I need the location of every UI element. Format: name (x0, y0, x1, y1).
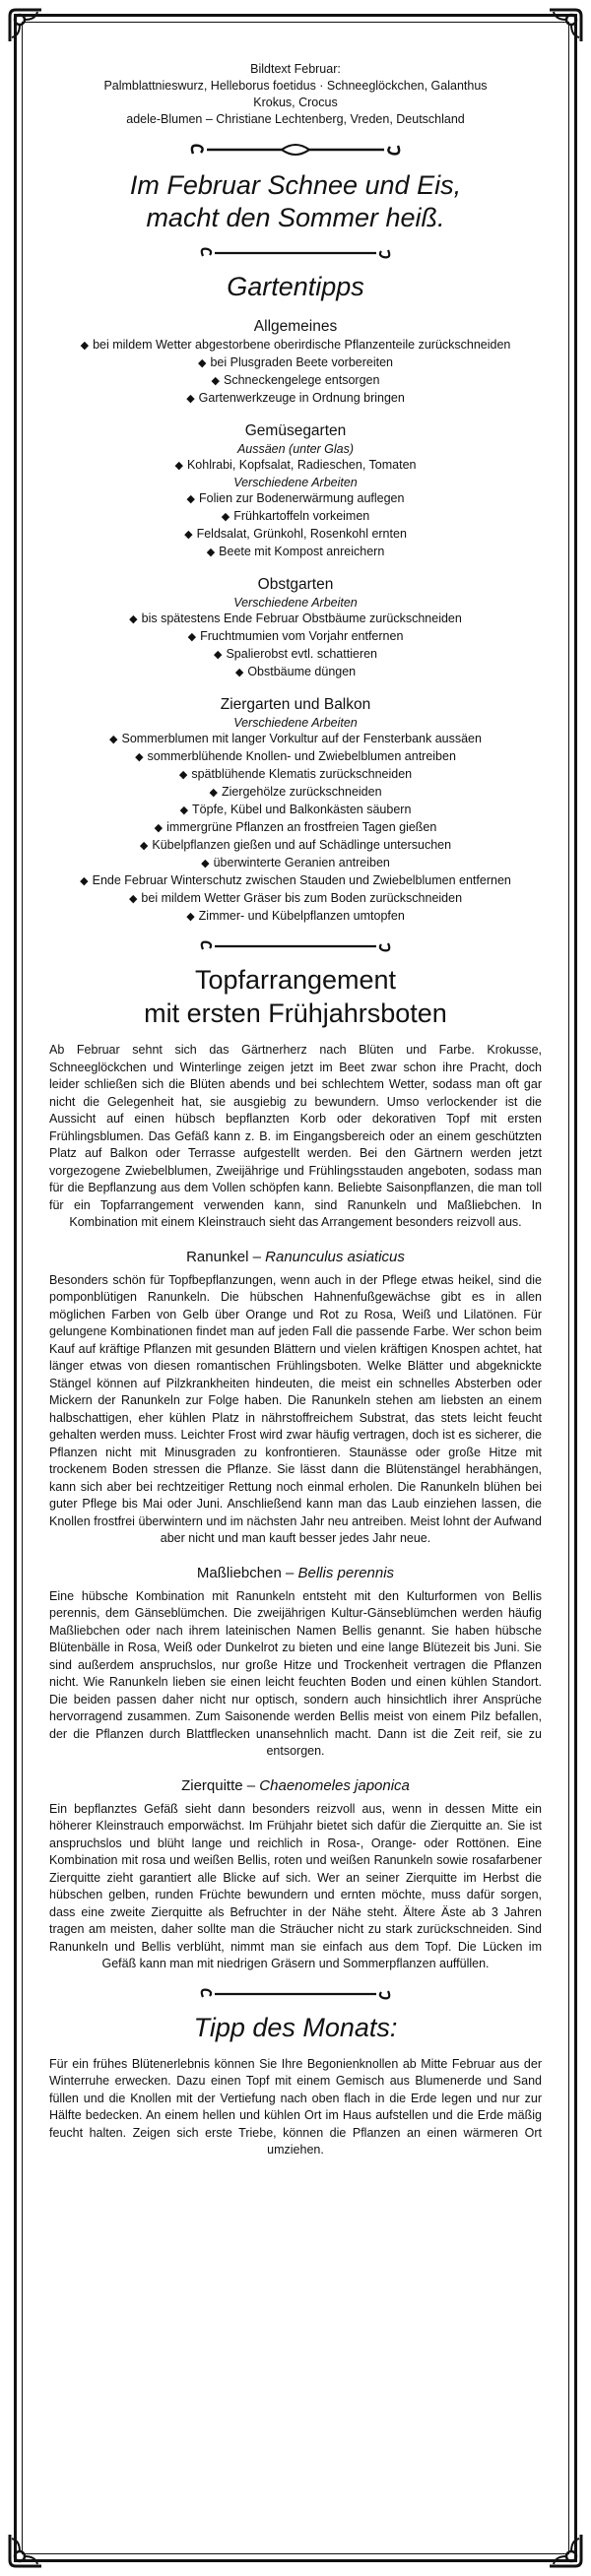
plant-latin-name: Ranunculus asiaticus (265, 1248, 405, 1265)
tip-group-ziergarten (49, 695, 542, 926)
bullet-icon: ◆ (154, 822, 164, 834)
corner-ornament-icon (546, 6, 585, 45)
group-subtitle: Verschiedene Arbeiten (233, 716, 358, 730)
list-item: ◆ Töpfe, Kübel und Balkonkästen säubern (49, 802, 542, 819)
list-item: ◆ Fruchtmumien vom Vorjahr entfernen (49, 628, 542, 646)
group-title: Allgemeines (253, 318, 338, 335)
bullet-icon: ◆ (234, 667, 244, 678)
bullet-icon: ◆ (80, 875, 89, 887)
tip-list (49, 611, 542, 681)
bullet-icon: ◆ (213, 649, 223, 661)
article-title-line: Topfarrangement (194, 965, 397, 995)
list-item: ◆ Frühkartoffeln vorkeimen (49, 508, 542, 526)
tip-list (49, 337, 542, 408)
article-title (49, 963, 542, 1030)
article-intro: Ab Februar sehnt sich das Gärtnerherz nach Blüten und Farbe. Krokusse, Schneeglöckchen und Winterlinge zeigen jetzt im Beet zwar schon ihre Pracht, doch leider schließen sich die Blüten abends und bei schlechtem Wetter, sodass man oft gar nicht die Gelegenheit hat, sie ausgiebig zu bewundern. Umso verlockender ist die Aussicht auf einen hübsch bepflanzten Korb oder dekorativen Topf mit ersten Frühlingsblumen. Das Gefäß kann z. B. im Eingangsbereich oder an einem geschützten Platz auf Balkon oder Terrasse aufgestellt werden. Bei den Gärtnern werden jetzt vorgezogene Zwiebelblumen, Zweijährige und Frühlingsstauden angeboten, sodass man für die Bepflanzung aus dem Vollen schöpfen kann. Beliebte Saisonpflanzen, die man toll für ein Topfarrangement verwenden kann, sind Ranunkeln und Maßliebchen. In Kombination mit einem Kleinstrauch sieht das Arrangement besonders reizvoll aus. (49, 1043, 542, 1229)
group-title: Ziergarten und Balkon (220, 696, 371, 713)
page-content (49, 61, 542, 2159)
list-item: ◆ bei Plusgraden Beete vorbereiten (49, 354, 542, 372)
list-item: ◆ Ende Februar Winterschutz zwischen Stauden und Zwiebelblumen entfernen (49, 872, 542, 890)
image-caption (49, 61, 542, 128)
bullet-icon: ◆ (221, 511, 230, 523)
bullet-icon: ◆ (206, 547, 216, 558)
proverb-line: Im Februar Schnee und Eis, (129, 170, 462, 200)
list-item: ◆ bei mildem Wetter Gräser bis zum Boden zurückschneiden (49, 890, 542, 908)
list-item: ◆ spätblühende Klematis zurückschneiden (49, 766, 542, 784)
tip-list (49, 457, 542, 475)
plant-name: Ranunkel (186, 1248, 249, 1265)
corner-ornament-icon (546, 2531, 585, 2570)
tip-group-obstgarten (49, 575, 542, 681)
bullet-icon: ◆ (209, 787, 218, 799)
bullet-icon: ◆ (179, 805, 189, 816)
list-item: ◆ überwinterte Geranien antreiben (49, 855, 542, 872)
tipp-title: Tipp des Monats: (193, 2012, 398, 2042)
list-item: ◆ bei mildem Wetter abgestorbene oberirdische Pflanzenteile zurückschneiden (49, 337, 542, 354)
bullet-icon: ◆ (139, 840, 149, 852)
corner-ornament-icon (6, 2531, 45, 2570)
list-item: ◆ Spalierobst evtl. schattieren (49, 646, 542, 664)
tip-group-allgemeines (49, 317, 542, 408)
group-title: Obstgarten (257, 576, 334, 593)
plant-section-ranunkel (49, 1248, 542, 1548)
bullet-icon: ◆ (128, 893, 138, 905)
divider-ornament-icon (197, 937, 394, 955)
bullet-icon: ◆ (174, 460, 183, 472)
list-item: ◆ Feldsalat, Grünkohl, Rosenkohl ernten (49, 526, 542, 544)
bullet-icon: ◆ (186, 911, 195, 923)
list-item: ◆ immergrüne Pflanzen an frostfreien Tagen gießen (49, 819, 542, 837)
plant-section-zierquitte (49, 1776, 542, 1973)
plant-section-massliebchen (49, 1564, 542, 1761)
list-item: ◆ Kübelpflanzen gießen und auf Schädlinge untersuchen (49, 837, 542, 855)
bullet-icon: ◆ (186, 493, 195, 505)
group-subtitle: Verschiedene Arbeiten (233, 596, 358, 610)
plant-title: Zierquitte – Chaenomeles japonica (181, 1776, 410, 1794)
bullet-icon: ◆ (109, 734, 118, 745)
tip-list (49, 731, 542, 926)
list-item: ◆ Schneckengelege entsorgen (49, 372, 542, 390)
bullet-icon: ◆ (80, 340, 90, 352)
list-item: ◆ Gartenwerkzeuge in Ordnung bringen (49, 390, 542, 408)
plant-title: Maßliebchen – Bellis perennis (196, 1564, 395, 1581)
bullet-icon: ◆ (135, 751, 144, 763)
tip-list (49, 490, 542, 561)
bullet-icon: ◆ (197, 357, 207, 369)
plant-text: Ein bepflanztes Gefäß sieht dann besonders reizvoll aus, wenn in dessen Mitte ein höherer Kleinstrauch emporwächst. Im Frühjahr bietet sich dafür die Zierquitte an. Sie ist anspruchslos und blüht lange und reichlich in Rosa-, Orange- oder Rottönen. Eine Kombination mit rosa und weißen Bellis, roten und weißen Ranunkeln sowie rosafarbener Zierquitte zieht garantiert alle Blicke auf sich. Wer an seiner Zierquitte im Herbst die hübschen gelben, runden Früchte bewundern und ernten möchte, muss dafür sorgen, dass eine zweite Zierquitte als Befruchter in der Nähe steht. Ältere Äste ab 3 Jahren tragen am meisten, daher sollte man die Sträucher nicht zu stark zurückschneiden. Sind Ranunkeln und Bellis verblüht, nimmt man sie einfach aus dem Topf. Die Lücken im Gefäß kann man mit niedrigen Gräsern und Sommerpflanzen auffüllen. (49, 1801, 542, 1970)
bullet-icon: ◆ (187, 631, 197, 643)
list-item: ◆ sommerblühende Knollen- und Zwiebelblumen antreiben (49, 748, 542, 766)
bullet-icon: ◆ (211, 375, 220, 387)
divider-ornament-icon (197, 244, 394, 262)
caption-line: Bildtext Februar: (250, 62, 341, 76)
weather-proverb (49, 169, 542, 234)
group-title: Gemüsegarten (244, 422, 347, 439)
corner-ornament-icon (6, 6, 45, 45)
list-item: ◆ Beete mit Kompost anreichern (49, 544, 542, 561)
caption-line: Palmblattnieswurz, Helleborus foetidus · Schneeglöckchen, Galanthus (103, 79, 488, 93)
bullet-icon: ◆ (184, 529, 193, 541)
bullet-icon: ◆ (178, 769, 188, 781)
article-title-line: mit ersten Frühjahrsboten (144, 998, 447, 1028)
list-item: ◆ Kohlrabi, Kopfsalat, Radieschen, Tomaten (49, 457, 542, 475)
bullet-icon: ◆ (129, 613, 138, 625)
caption-line: adele-Blumen – Christiane Lechtenberg, Vreden, Deutschland (126, 112, 465, 126)
divider-ornament-icon (197, 1985, 394, 2003)
gartentipps-title: Gartentipps (227, 272, 364, 301)
group-subtitle: Aussäen (unter Glas) (236, 442, 355, 456)
list-item: ◆ bis spätestens Ende Februar Obstbäume zurückschneiden (49, 611, 542, 628)
plant-title: Ranunkel – Ranunculus asiaticus (186, 1248, 405, 1265)
plant-latin-name: Bellis perennis (297, 1564, 395, 1581)
list-item: ◆ Obstbäume düngen (49, 664, 542, 681)
list-item: ◆ Folien zur Bodenerwärmung auflegen (49, 490, 542, 508)
plant-name: Maßliebchen (196, 1564, 282, 1581)
list-item: ◆ Sommerblumen mit langer Vorkultur auf der Fensterbank aussäen (49, 731, 542, 748)
plant-name: Zierquitte (181, 1776, 243, 1794)
list-item: ◆ Zimmer- und Kübelpflanzen umtopfen (49, 908, 542, 926)
tipp-text: Für ein frühes Blütenerlebnis können Sie Ihre Begonienknollen ab Mitte Februar aus der Winterruhe erwecken. Dazu einen Topf mit einem Gemisch aus Blumenerde und Sand füllen und die Knollen mit der Vertiefung nach oben flach in die Erde legen und nur zur Hälfte bedecken. An einem hellen und kühlen Ort im Haus aufstellen und die Erde mäßig feucht halten. Zeigen sich erste Triebe, können die Pflanzen an einen wärmeren Ort umziehen. (49, 2056, 542, 2157)
plant-text: Eine hübsche Kombination mit Ranunkeln entsteht mit den Kulturformen von Bellis perennis, dem Gänseblümchen. Die zweijährigen Kultur-Gänseblümchen werden häufig Maßliebchen oder nach ihrem lateinischen Namen Bellis genannt. Sie haben hübsche Blütenbälle in Rosa, Weiß oder Dunkelrot zu bieten und eine lange Blütezeit bis Juni. Sie sind außerdem anspruchslos, nur große Hitze und Trockenheit vertragen die Pflanzen nicht. Wie Ranunkeln lieben sie einen leicht feuchten Boden und einen kühlen Standort. Die beiden passen daher nicht nur optisch, sondern auch hinsichtlich ihrer Ansprüche hervorragend zusammen. Zum Saisonende werden Bellis meist von einem Pilz befallen, der die Pflanzen durch Blattflecken unansehnlich macht. Dann ist die Zeit reif, sie zu entsorgen. (49, 1588, 542, 1758)
proverb-line: macht den Sommer heiß. (146, 203, 445, 232)
group-subtitle: Verschiedene Arbeiten (233, 476, 358, 489)
plant-latin-name: Chaenomeles japonica (259, 1776, 410, 1794)
plant-text: Besonders schön für Topfbepflanzungen, wenn auch in der Pflege etwas heikel, sind die pomponblütigen Ranunkeln. Die hübschen Hahnenfußgewächse gibt es in allen möglichen Farben von Gelb über Orange und Rot zu Rosa, Weiß und Lilatönen. Für gelungene Kombinationen findet man auf jeden Fall die passende Farbe. Wer schon beim Kauf auf kräftige Pflanzen mit gesunden Blättern und vielen kräftigen Knospen achtet, hat länger etwas von diesen romantischen Frühlingsboten. Welke Blätter und abgeknickte Stängel können auf Pilzkrankheiten hindeuten, die meist ein schnelles Absterben oder Mickern der Ranunkeln zur Folge haben. Die Ranunkeln stehen am liebsten an einem halbschattigen, eher kühlen Platz in nährstoffreichem Substrat, das stets leicht feucht gehalten werden muss. Leichter Frost wird zwar häufig vertragen, doch ist es sicherer, die Pflanzen nicht mit Minusgraden zu konfrontieren. Staunässe oder große Hitze mit trockenem Boden stressen die Pflanze. Sie lässt dann die Blütenstängel herabhängen, kann sich aber bei rechtzeitiger Rettung noch einmal erholen. Die Ranunkeln blühen bei guter Pflege bis Mai oder Juni. Anschließend kann man das Laub einziehen lassen, die Knollen frostfrei überwintern und im nächsten Jahr neu antreiben. Meist lohnt der Aufwand aber nicht und man kauft besser jedes Jahr neue. (49, 1272, 542, 1545)
list-item: ◆ Ziergehölze zurückschneiden (49, 784, 542, 802)
bullet-icon: ◆ (186, 393, 195, 405)
caption-line: Krokus, Crocus (253, 96, 338, 109)
tip-group-gemuesegarten (49, 421, 542, 561)
bullet-icon: ◆ (201, 858, 210, 869)
divider-ornament-icon (187, 140, 404, 160)
